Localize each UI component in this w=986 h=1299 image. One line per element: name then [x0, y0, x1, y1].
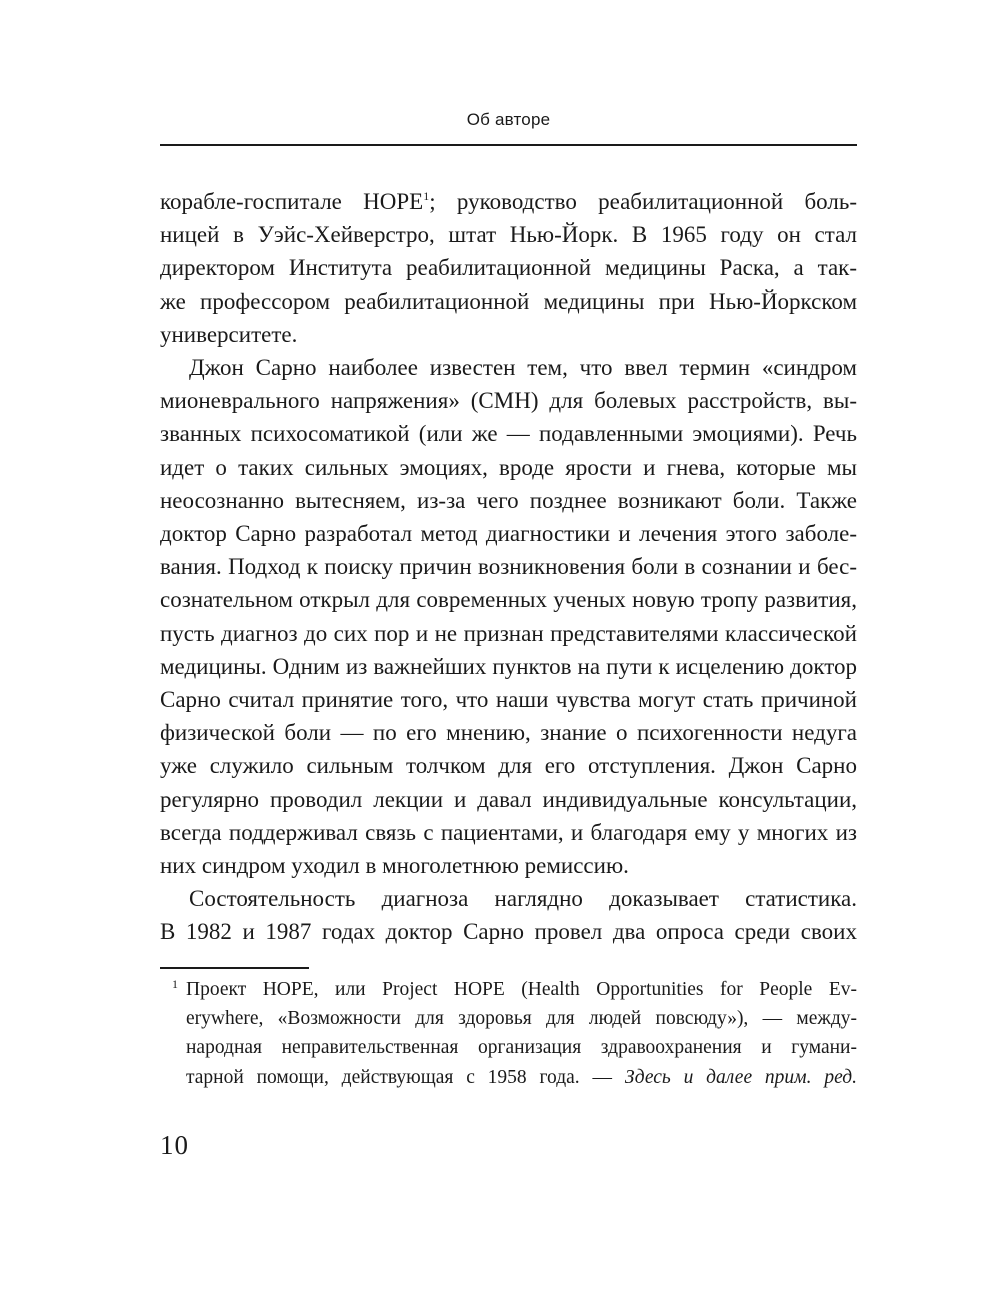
footnote-line: erywhere, «Возможности для здоровья для людей повсюду»), — между-: [186, 1008, 857, 1030]
page-number: 10: [160, 1130, 189, 1160]
paragraph-2: [160, 351, 857, 882]
text-line: же профессором реабилитационной медицины при Нью-Йоркском: [160, 288, 857, 314]
paragraph-3: [160, 882, 857, 948]
text-span: тарной помощи, действующая с 1958 года. —: [186, 1066, 625, 1088]
text-line: пусть диагноз до сих пор и не признан представителями классической: [160, 620, 857, 646]
footnote-rule: [160, 967, 309, 969]
text-line: них синдром уходил в многолетнюю ремиссию.: [160, 853, 629, 879]
text-line: В 1982 и 1987 годах доктор Сарно провел два опроса среди своих: [160, 919, 857, 945]
running-head: Об авторе: [466, 110, 551, 129]
text-line: сознательном открыл для современных ученых новую тропу развития,: [160, 587, 857, 613]
text-line: университете.: [160, 321, 298, 347]
header-rule: [160, 144, 857, 146]
text-line: всегда поддерживал связь с пациентами, и благодаря ему у многих из: [160, 819, 857, 845]
text-line: [160, 185, 857, 218]
text-span: ; руководство реабилитационной боль-: [429, 189, 857, 214]
text-line: директором Института реабилитационной медицины Раска, а так-: [160, 255, 857, 281]
footnote-line: [160, 975, 857, 1004]
text-line: идет о таких сильных эмоциях, вроде ярости и гнева, которые мы: [160, 454, 857, 480]
text-line: Состоятельность диагноза наглядно доказывает статистика.: [189, 886, 857, 912]
footnote-reference[interactable]: 1: [423, 189, 430, 203]
text-line: неосознанно вытесняем, из-за чего позднее возникают боли. Также: [160, 487, 857, 513]
footnote-mark: 1: [172, 977, 178, 991]
text-line: ницей в Уэйс-Хейверстро, штат Нью-Йорк. В 1965 году он стал: [160, 222, 857, 248]
editor-note: Здесь и далее прим. ред.: [624, 1066, 857, 1088]
text-line: Сарно считал принятие того, что наши чувства могут стать причиной: [160, 687, 857, 713]
text-line: физической боли — по его мнению, знание о психогенности недуга: [160, 720, 857, 746]
text-line: уже служило сильным толчком для его отступления. Джон Сарно: [160, 753, 857, 779]
text-span: Проект HOPE, или Project HOPE (Health Opportunities for People Ev-: [186, 979, 857, 1000]
text-line: Джон Сарно наиболее известен тем, что ввел термин «синдром: [189, 355, 857, 381]
footnote: [160, 975, 857, 1092]
text-line: званных психосоматикой (или же — подавленными эмоциями). Речь: [160, 421, 857, 447]
footnote-line: [160, 1063, 857, 1092]
text-line: доктор Сарно разработал метод диагностики и лечения этого заболе-: [160, 521, 857, 547]
text-line: мионеврального напряжения» (СМН) для болевых расстройств, вы-: [160, 388, 857, 414]
text-line: регулярно проводил лекции и давал индивидуальные консультации,: [160, 786, 857, 812]
paragraph-1: [160, 185, 857, 351]
text-span: корабле-госпитале HOPE: [160, 189, 424, 214]
text-line: вания. Подход к поиску причин возникновения боли в сознании и бес-: [160, 554, 857, 580]
text-line: медицины. Одним из важнейших пунктов на пути к исцелению доктор: [160, 653, 857, 679]
footnote-line: народная неправительственная организация здравоохранения и гумани-: [186, 1037, 857, 1059]
body-text: [160, 185, 857, 949]
